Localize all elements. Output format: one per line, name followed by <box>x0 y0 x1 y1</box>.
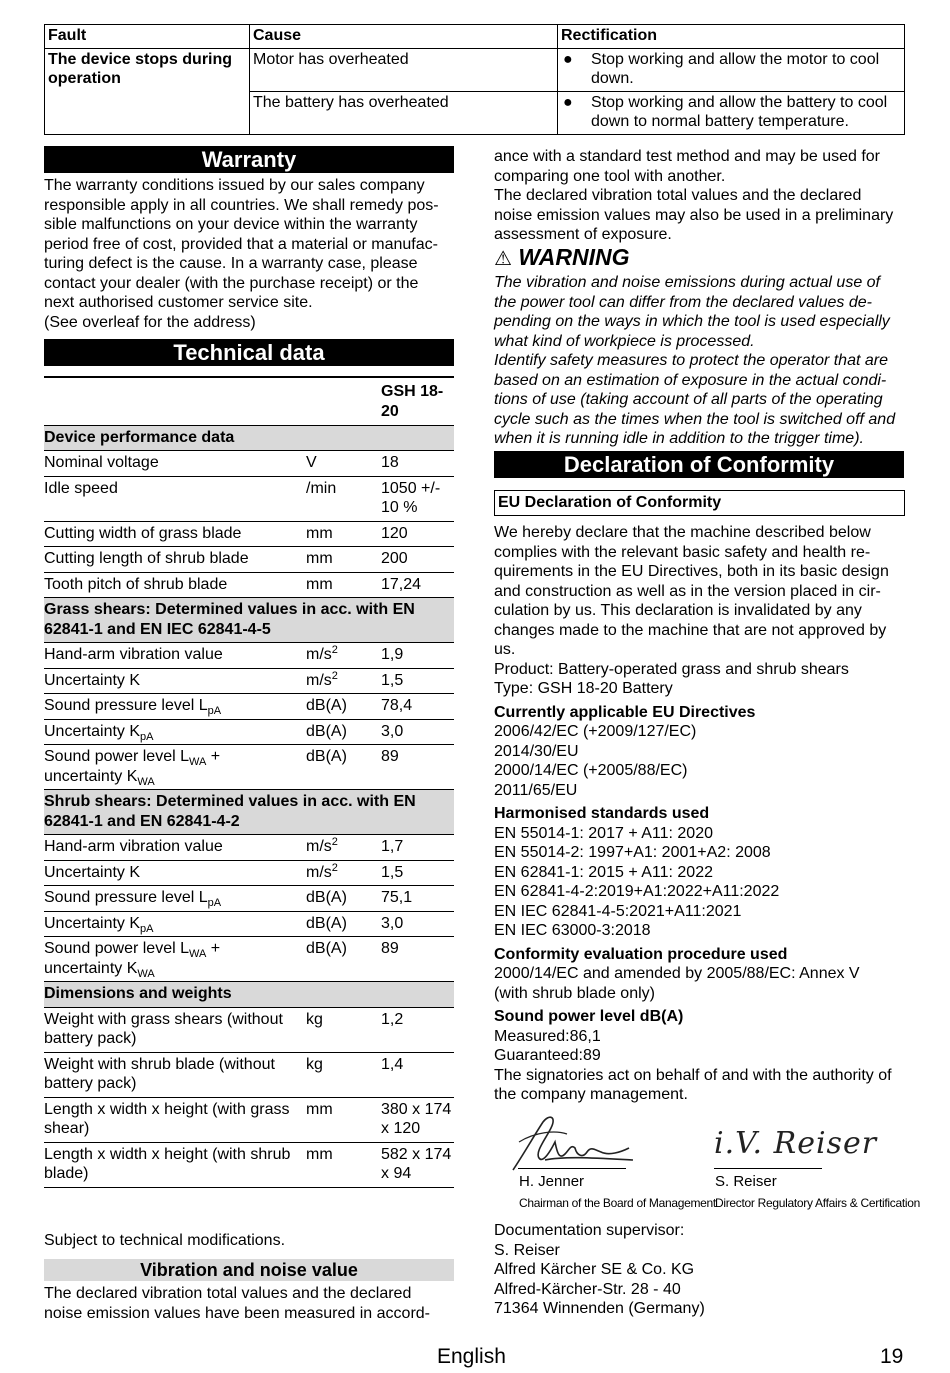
spec-label: Weight with shrub blade (without battery pack) <box>44 1052 306 1097</box>
table-row <box>44 668 454 694</box>
section-title: Dimensions and weights <box>44 982 454 1008</box>
spec-unit: mm <box>306 547 381 573</box>
table-row <box>44 911 454 937</box>
supervisor-line: S. Reiser <box>494 1241 560 1259</box>
supervisor-line: Alfred-Kärcher-Str. 28 - 40 <box>494 1280 681 1298</box>
standard-item: EN 55014-2: 1997+A1: 2001+A2: 2008 <box>494 844 771 861</box>
spec-value: 18 <box>381 451 454 477</box>
spec-label: Uncertainty K <box>44 860 306 886</box>
vibration-text-right <box>494 147 909 245</box>
section-header-row <box>44 598 454 643</box>
procedure-title: Conformity evaluation procedure used <box>494 945 788 963</box>
vibration-line: The declared vibration total values and the declared <box>494 187 862 204</box>
spec-value: 120 <box>381 521 454 547</box>
spec-unit: mm <box>306 521 381 547</box>
spec-unit: mm <box>306 572 381 598</box>
fault-table <box>44 24 905 135</box>
table-row <box>44 937 454 982</box>
standard-item: EN IEC 63000-3:2018 <box>494 922 651 939</box>
spec-label: Weight with grass shears (without battery pack) <box>44 1007 306 1052</box>
spec-label: Uncertainty $K_{pA}$ <box>44 719 306 745</box>
signature-line <box>518 1168 626 1169</box>
declaration-heading: Declaration of Conformity <box>494 451 904 478</box>
technical-data-table <box>44 376 454 1188</box>
footer-language: English <box>437 1345 506 1368</box>
section-header-row <box>44 790 454 835</box>
vibration-line: comparing one tool with another. <box>494 167 726 185</box>
table-row <box>44 451 454 477</box>
spec-value: 75,1 <box>381 886 454 912</box>
procedure-line: (with shrub blade only) <box>494 984 655 1002</box>
spec-label: Cutting width of grass blade <box>44 521 306 547</box>
bullet-icon: ● <box>563 50 573 68</box>
vibration-line: The declared vibration total values and the declared <box>44 1285 412 1302</box>
rectification-text: Stop working and allow the motor to cool down. <box>591 50 880 87</box>
spec-label: Hand-arm vibration value <box>44 835 306 861</box>
declaration-line: complies with the relevant basic safety and health re- <box>494 543 871 561</box>
directive-item: 2011/65/EU <box>494 781 578 799</box>
warning-block <box>494 244 904 449</box>
spec-label: Nominal voltage <box>44 451 306 477</box>
spec-unit: $m/s^2$ <box>306 668 381 694</box>
standard-item: EN IEC 62841-4-5:2021+A11:2021 <box>494 902 742 920</box>
spec-value: 3,0 <box>381 719 454 745</box>
spec-value: 89 <box>381 745 454 790</box>
directive-item: 2014/30/EU <box>494 742 579 760</box>
declaration-line: us. <box>494 641 516 658</box>
supervisor-line: Alfred Kärcher SE & Co. KG <box>494 1261 695 1278</box>
table-row <box>44 1097 454 1142</box>
spec-label: Length x width x height (with grass shear) <box>44 1097 306 1142</box>
warranty-line: turing defect is the cause. In a warranty case, please <box>44 255 418 272</box>
declaration-line: and construction as well as in the version placed in cir- <box>494 582 881 600</box>
page-number: 19 <box>880 1345 904 1368</box>
table-row <box>44 1142 454 1187</box>
sound-guaranteed: Guaranteed:89 <box>494 1047 601 1064</box>
table-row <box>44 860 454 886</box>
warranty-line: (See overleaf for the address) <box>44 313 256 331</box>
spec-label: Idle speed <box>44 476 306 521</box>
declaration-line: culation by us. This declaration is invalidated by any <box>494 602 862 619</box>
warning-line: tions of use (taking account of all parts of the operating <box>494 391 883 408</box>
rectification-header: Rectification <box>558 25 905 49</box>
section-title: Shrub shears: Determined values in acc. with EN 62841-1 and EN 62841-4-2 <box>44 790 454 835</box>
spec-unit: dB(A) <box>306 937 381 982</box>
table-row <box>44 572 454 598</box>
bullet-icon: ● <box>563 93 573 111</box>
standards-title: Harmonised standards used <box>494 805 710 822</box>
sound-title: Sound power level dB(A) <box>494 1008 684 1025</box>
spec-value: 200 <box>381 547 454 573</box>
directive-item: 2006/42/EC (+2009/127/EC) <box>494 723 697 740</box>
warranty-line: next authorised customer service site. <box>44 294 313 311</box>
standard-item: EN 62841-1: 2015 + A11: 2022 <box>494 863 713 881</box>
technical-note: Subject to technical modifications. <box>44 1232 286 1249</box>
type-line: Type: GSH 18-20 Battery <box>494 680 673 697</box>
spec-value: 89 <box>381 937 454 982</box>
warranty-heading: Warranty <box>44 146 454 173</box>
spec-unit: kg <box>306 1052 381 1097</box>
warning-line: the power tool can differ from the declared values de- <box>494 293 872 311</box>
vibration-line: noise emission values may also be used in a preliminary <box>494 206 894 224</box>
section-title: Device performance data <box>44 425 454 451</box>
table-row <box>44 547 454 573</box>
table-row <box>44 1052 454 1097</box>
declaration-line: changes made to the machine that are not approved by <box>494 621 887 639</box>
spec-label: Sound pressure level $L_{pA}$ <box>44 886 306 912</box>
warning-line: cycle such as the times when the tool is switched off and <box>494 410 896 428</box>
declaration-line: We hereby declare that the machine described below <box>494 524 871 541</box>
signatories-line: the company management. <box>494 1086 688 1103</box>
spec-label: Uncertainty K <box>44 668 306 694</box>
spec-value: 1,9 <box>381 643 454 669</box>
section-header-row <box>44 425 454 451</box>
spec-label: Tooth pitch of shrub blade <box>44 572 306 598</box>
vibration-heading: Vibration and noise value <box>44 1259 454 1281</box>
spec-value: 1,5 <box>381 860 454 886</box>
warranty-text <box>44 176 459 332</box>
fault-header: Fault <box>45 25 250 49</box>
warranty-line: responsible apply in all countries. We shall remedy pos- <box>44 196 439 214</box>
spec-label: Length x width x height (with shrub blade) <box>44 1142 306 1187</box>
warning-icon: ⚠ <box>494 248 512 270</box>
warranty-line: The warranty conditions issued by our sales company <box>44 177 425 194</box>
warning-line: Identify safety measures to protect the operator that are <box>494 352 888 369</box>
spec-unit: mm <box>306 1097 381 1142</box>
directive-item: 2000/14/EC (+2005/88/EC) <box>494 762 688 779</box>
spec-value: 1,2 <box>381 1007 454 1052</box>
spec-label: Cutting length of shrub blade <box>44 547 306 573</box>
fault-cell: The device stops during operation <box>45 48 250 134</box>
table-row <box>44 643 454 669</box>
cause-cell: The battery has overheated <box>250 91 558 134</box>
signer1-name: H. Jenner <box>519 1173 585 1190</box>
vibration-line: assessment of exposure. <box>494 226 672 243</box>
spec-unit: dB(A) <box>306 745 381 790</box>
warranty-line: sible malfunctions on your device within the warranty <box>44 216 418 233</box>
spec-value: 380 x 174 x 120 <box>381 1097 454 1142</box>
spec-value: 1,4 <box>381 1052 454 1097</box>
warning-text <box>494 273 904 449</box>
declaration-text <box>494 523 909 1105</box>
model-header: GSH 18-20 <box>381 377 454 425</box>
spec-unit: $m/s^2$ <box>306 643 381 669</box>
spec-value: 1050 +/- 10 % <box>381 476 454 521</box>
table-row <box>44 719 454 745</box>
vibration-line: ance with a standard test method and may be used for <box>494 148 881 165</box>
table-row <box>44 835 454 861</box>
warning-line: based on an estimation of exposure in the actual condi- <box>494 371 887 389</box>
cause-cell: Motor has overheated <box>250 48 558 91</box>
warning-line: what kind of workpiece is processed. <box>494 332 755 350</box>
spec-label: Sound power level $L_{WA}$ + uncertainty $K_{WA}$ <box>44 937 306 982</box>
spec-label: Sound pressure level $L_{pA}$ <box>44 694 306 720</box>
signatories-line: The signatories act on behalf of and with the authority of <box>494 1066 892 1084</box>
warning-line: The vibration and noise emissions during actual use of <box>494 274 880 291</box>
warning-label: WARNING <box>518 244 630 270</box>
table-row <box>44 1007 454 1052</box>
spec-value: 17,24 <box>381 572 454 598</box>
warning-line: pending on the ways in which the tool is used especially <box>494 313 890 330</box>
table-row <box>44 476 454 521</box>
spec-label: Hand-arm vibration value <box>44 643 306 669</box>
spec-unit: dB(A) <box>306 911 381 937</box>
rectification-cell <box>558 48 905 91</box>
spec-unit: dB(A) <box>306 719 381 745</box>
spec-unit: dB(A) <box>306 886 381 912</box>
spec-unit: /min <box>306 476 381 521</box>
spec-label: Sound power level $L_{WA}$ + uncertainty $K_{WA}$ <box>44 745 306 790</box>
vibration-text-left <box>44 1284 459 1323</box>
warranty-line: period free of cost, provided that a material or manufac- <box>44 235 438 253</box>
spec-value: 582 x 174 x 94 <box>381 1142 454 1187</box>
signature-reiser: i.V. Reiser <box>714 1126 878 1161</box>
signer1-role: Chairman of the Board of Management <box>519 1196 716 1210</box>
signature-line <box>714 1168 822 1169</box>
product-line: Product: Battery-operated grass and shrub shears <box>494 660 849 678</box>
technical-data-heading: Technical data <box>44 339 454 366</box>
spec-unit: $m/s^2$ <box>306 835 381 861</box>
signer2-name: S. Reiser <box>715 1173 777 1190</box>
table-row <box>44 886 454 912</box>
warranty-line: contact your dealer (with the purchase receipt) or the <box>44 274 419 292</box>
spec-value: 78,4 <box>381 694 454 720</box>
rectification-cell <box>558 91 905 134</box>
spec-unit: kg <box>306 1007 381 1052</box>
procedure-line: 2000/14/EC and amended by 2005/88/EC: Annex V <box>494 965 860 982</box>
vibration-line: noise emission values have been measured in accord- <box>44 1304 430 1322</box>
directives-title: Currently applicable EU Directives <box>494 703 756 721</box>
spec-value: 3,0 <box>381 911 454 937</box>
table-row <box>44 521 454 547</box>
section-header-row <box>44 982 454 1008</box>
rectification-text: Stop working and allow the battery to cool down to normal battery temperature. <box>591 93 888 130</box>
declaration-line: quirements in the EU Directives, both in its basic design <box>494 563 889 580</box>
spec-label: Uncertainty $K_{pA}$ <box>44 911 306 937</box>
signature-jenner <box>505 1112 645 1174</box>
supervisor-line: 71364 Winnenden (Germany) <box>494 1300 705 1317</box>
signer2-role: Director Regulatory Affairs & Certification <box>715 1196 920 1210</box>
spec-unit: $m/s^2$ <box>306 860 381 886</box>
spec-unit: mm <box>306 1142 381 1187</box>
spec-value: 1,7 <box>381 835 454 861</box>
spec-unit: V <box>306 451 381 477</box>
supervisor-block <box>494 1221 909 1319</box>
warning-title <box>494 244 904 272</box>
standard-item: EN 55014-1: 2017 + A11: 2020 <box>494 824 713 842</box>
supervisor-line: Documentation supervisor: <box>494 1222 685 1239</box>
eu-declaration-title: EU Declaration of Conformity <box>494 490 905 516</box>
table-row <box>44 745 454 790</box>
standard-item: EN 62841-4-2:2019+A1:2022+A11:2022 <box>494 883 780 900</box>
warning-line: when it is running idle in addition to the trigger time). <box>494 430 864 447</box>
cause-header: Cause <box>250 25 558 49</box>
spec-value: 1,5 <box>381 668 454 694</box>
sound-measured: Measured:86,1 <box>494 1027 601 1045</box>
spec-unit: dB(A) <box>306 694 381 720</box>
table-row <box>44 694 454 720</box>
section-title: Grass shears: Determined values in acc. with EN 62841-1 and EN IEC 62841-4-5 <box>44 598 454 643</box>
